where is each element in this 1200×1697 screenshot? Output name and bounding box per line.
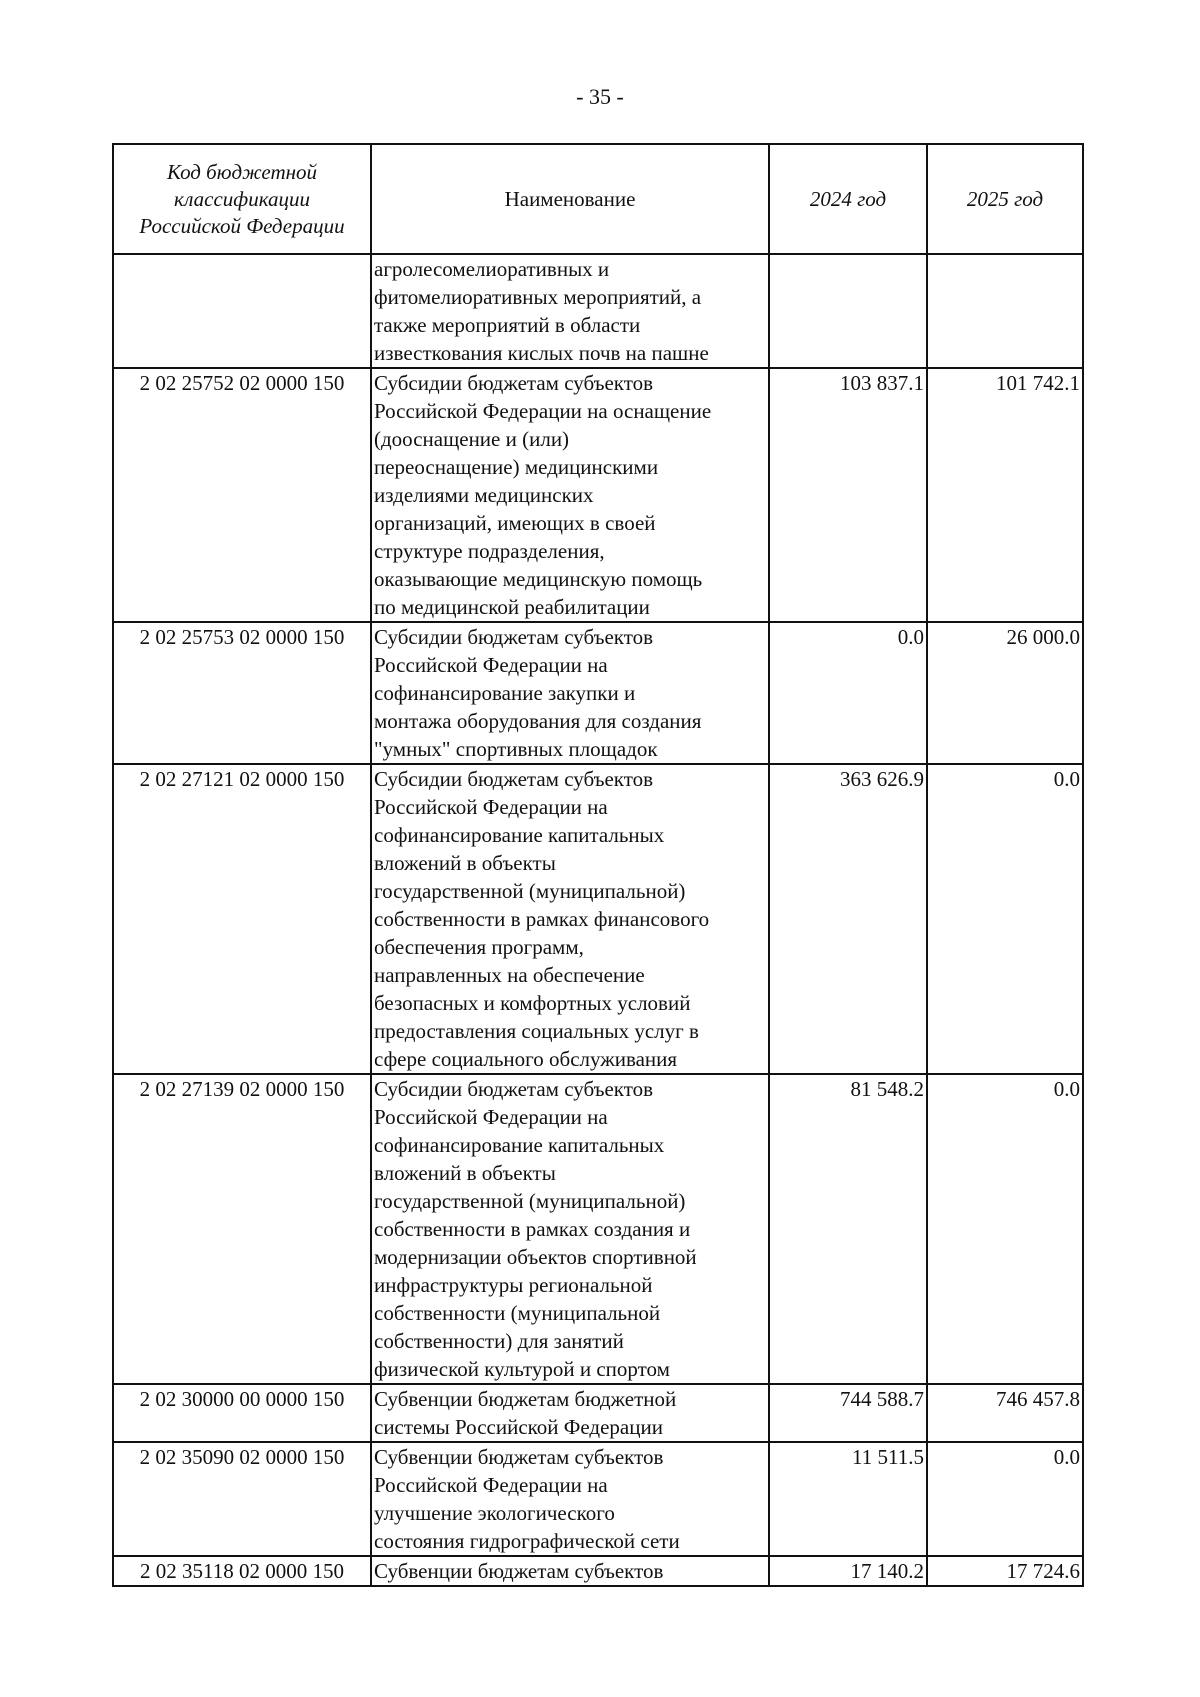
amount-2024-cell: 363 626.9 bbox=[769, 764, 927, 1074]
budget-code-cell bbox=[113, 254, 371, 368]
name-line: монтажа оборудования для создания bbox=[374, 709, 702, 733]
budget-code-cell: 2 02 35118 02 0000 150 bbox=[113, 1556, 371, 1586]
header-code-line: Код бюджетной bbox=[166, 159, 318, 184]
name-line: оказывающие медицинскую помощь bbox=[374, 567, 703, 591]
amount-2024-cell: 11 511.5 bbox=[769, 1442, 927, 1556]
amount-2025-cell: 26 000.0 bbox=[927, 622, 1083, 764]
table-row bbox=[113, 1442, 1083, 1556]
amount-2025-cell: 746 457.8 bbox=[927, 1384, 1083, 1442]
name-line: модернизации объектов спортивной bbox=[374, 1245, 697, 1269]
budget-code-cell: 2 02 30000 00 0000 150 bbox=[113, 1384, 371, 1442]
amount-2024-cell: 17 140.2 bbox=[769, 1556, 927, 1586]
amount-2025-cell: 0.0 bbox=[927, 1074, 1083, 1384]
name-cell bbox=[371, 764, 769, 1074]
header-code-line: классификации bbox=[173, 186, 310, 211]
name-line: агролесомелиоративных и bbox=[374, 257, 610, 281]
name-line: обеспечения программ, bbox=[374, 935, 584, 959]
budget-code-cell: 2 02 25753 02 0000 150 bbox=[113, 622, 371, 764]
name-line: Субвенции бюджетам субъектов bbox=[374, 1445, 664, 1469]
name-line: улучшение экологического bbox=[374, 1501, 615, 1525]
name-line: софинансирование закупки и bbox=[374, 681, 636, 705]
header-code bbox=[113, 144, 371, 254]
name-line: вложений в объекты bbox=[374, 1161, 556, 1185]
amount-2025-cell: 0.0 bbox=[927, 764, 1083, 1074]
name-line: физической культурой и спортом bbox=[374, 1357, 670, 1381]
budget-table bbox=[112, 143, 1084, 1587]
name-line: известкования кислых почв на пашне bbox=[374, 341, 709, 365]
name-cell bbox=[371, 1442, 769, 1556]
name-line: Российской Федерации на bbox=[374, 795, 608, 819]
name-line: Субсидии бюджетам субъектов bbox=[374, 625, 654, 649]
name-line: собственности) для занятий bbox=[374, 1329, 624, 1353]
name-line: системы Российской Федерации bbox=[374, 1415, 663, 1439]
table-row bbox=[113, 368, 1083, 622]
name-line: софинансирование капитальных bbox=[374, 1133, 665, 1157]
name-line: софинансирование капитальных bbox=[374, 823, 665, 847]
amount-2024-cell: 0.0 bbox=[769, 622, 927, 764]
table-row bbox=[113, 1384, 1083, 1442]
budget-code-cell: 2 02 25752 02 0000 150 bbox=[113, 368, 371, 622]
name-line: Российской Федерации на bbox=[374, 653, 608, 677]
name-line: направленных на обеспечение bbox=[374, 963, 645, 987]
table-row bbox=[113, 764, 1083, 1074]
name-line: собственности в рамках создания и bbox=[374, 1217, 691, 1241]
name-line: Субсидии бюджетам субъектов bbox=[374, 767, 654, 791]
amount-2025-cell: 101 742.1 bbox=[927, 368, 1083, 622]
name-line: государственной (муниципальной) bbox=[374, 1189, 686, 1213]
name-cell bbox=[371, 1384, 769, 1442]
amount-2025-cell: 0.0 bbox=[927, 1442, 1083, 1556]
header-year-2024: 2024 год bbox=[769, 144, 927, 254]
budget-code-cell: 2 02 35090 02 0000 150 bbox=[113, 1442, 371, 1556]
table-row bbox=[113, 1074, 1083, 1384]
name-line: состояния гидрографической сети bbox=[374, 1529, 680, 1553]
name-line: вложений в объекты bbox=[374, 851, 556, 875]
name-line: переоснащение) медицинскими bbox=[374, 455, 659, 479]
amount-2024-cell: 81 548.2 bbox=[769, 1074, 927, 1384]
name-cell bbox=[371, 1556, 769, 1586]
name-line: Российской Федерации на bbox=[374, 1105, 608, 1129]
table-body bbox=[113, 254, 1083, 1586]
name-line: Субвенции бюджетам бюджетной bbox=[374, 1387, 677, 1411]
name-line: Субсидии бюджетам субъектов bbox=[374, 1077, 654, 1101]
table-row bbox=[113, 622, 1083, 764]
amount-2025-cell: 17 724.6 bbox=[927, 1556, 1083, 1586]
name-cell bbox=[371, 1074, 769, 1384]
name-line: собственности (муниципальной bbox=[374, 1301, 661, 1325]
header-year-2025: 2025 год bbox=[927, 144, 1083, 254]
name-line: структуре подразделения, bbox=[374, 539, 605, 563]
amount-2024-cell bbox=[769, 254, 927, 368]
header-code-line: Российской Федерации bbox=[139, 213, 345, 238]
name-line: изделиями медицинских bbox=[374, 483, 594, 507]
budget-code-cell: 2 02 27139 02 0000 150 bbox=[113, 1074, 371, 1384]
name-line: инфраструктуры региональной bbox=[374, 1273, 653, 1297]
name-cell bbox=[371, 254, 769, 368]
page-number: - 35 - bbox=[576, 84, 624, 109]
name-line: "умных" спортивных площадок bbox=[374, 737, 658, 761]
table-row bbox=[113, 254, 1083, 368]
table-header-row bbox=[113, 144, 1083, 254]
name-line: организаций, имеющих в своей bbox=[374, 511, 656, 535]
name-cell bbox=[371, 622, 769, 764]
name-line: Российской Федерации на оснащение bbox=[374, 399, 712, 423]
amount-2025-cell bbox=[927, 254, 1083, 368]
name-line: Субсидии бюджетам субъектов bbox=[374, 371, 654, 395]
amount-2024-cell: 103 837.1 bbox=[769, 368, 927, 622]
name-line: предоставления социальных услуг в bbox=[374, 1019, 699, 1043]
table-row bbox=[113, 1556, 1083, 1586]
name-line: государственной (муниципальной) bbox=[374, 879, 686, 903]
name-line: сфере социального обслуживания bbox=[374, 1047, 678, 1071]
name-line: по медицинской реабилитации bbox=[374, 595, 650, 619]
name-line: Российской Федерации на bbox=[374, 1473, 608, 1497]
name-line: Субвенции бюджетам субъектов bbox=[374, 1559, 664, 1583]
name-cell bbox=[371, 368, 769, 622]
name-line: (дооснащение и (или) bbox=[374, 427, 570, 451]
name-line: фитомелиоративных мероприятий, а bbox=[374, 285, 702, 309]
name-line: безопасных и комфортных условий bbox=[374, 991, 691, 1015]
amount-2024-cell: 744 588.7 bbox=[769, 1384, 927, 1442]
name-line: также мероприятий в области bbox=[374, 313, 641, 337]
header-name: Наименование bbox=[371, 144, 769, 254]
budget-code-cell: 2 02 27121 02 0000 150 bbox=[113, 764, 371, 1074]
name-line: собственности в рамках финансового bbox=[374, 907, 710, 931]
